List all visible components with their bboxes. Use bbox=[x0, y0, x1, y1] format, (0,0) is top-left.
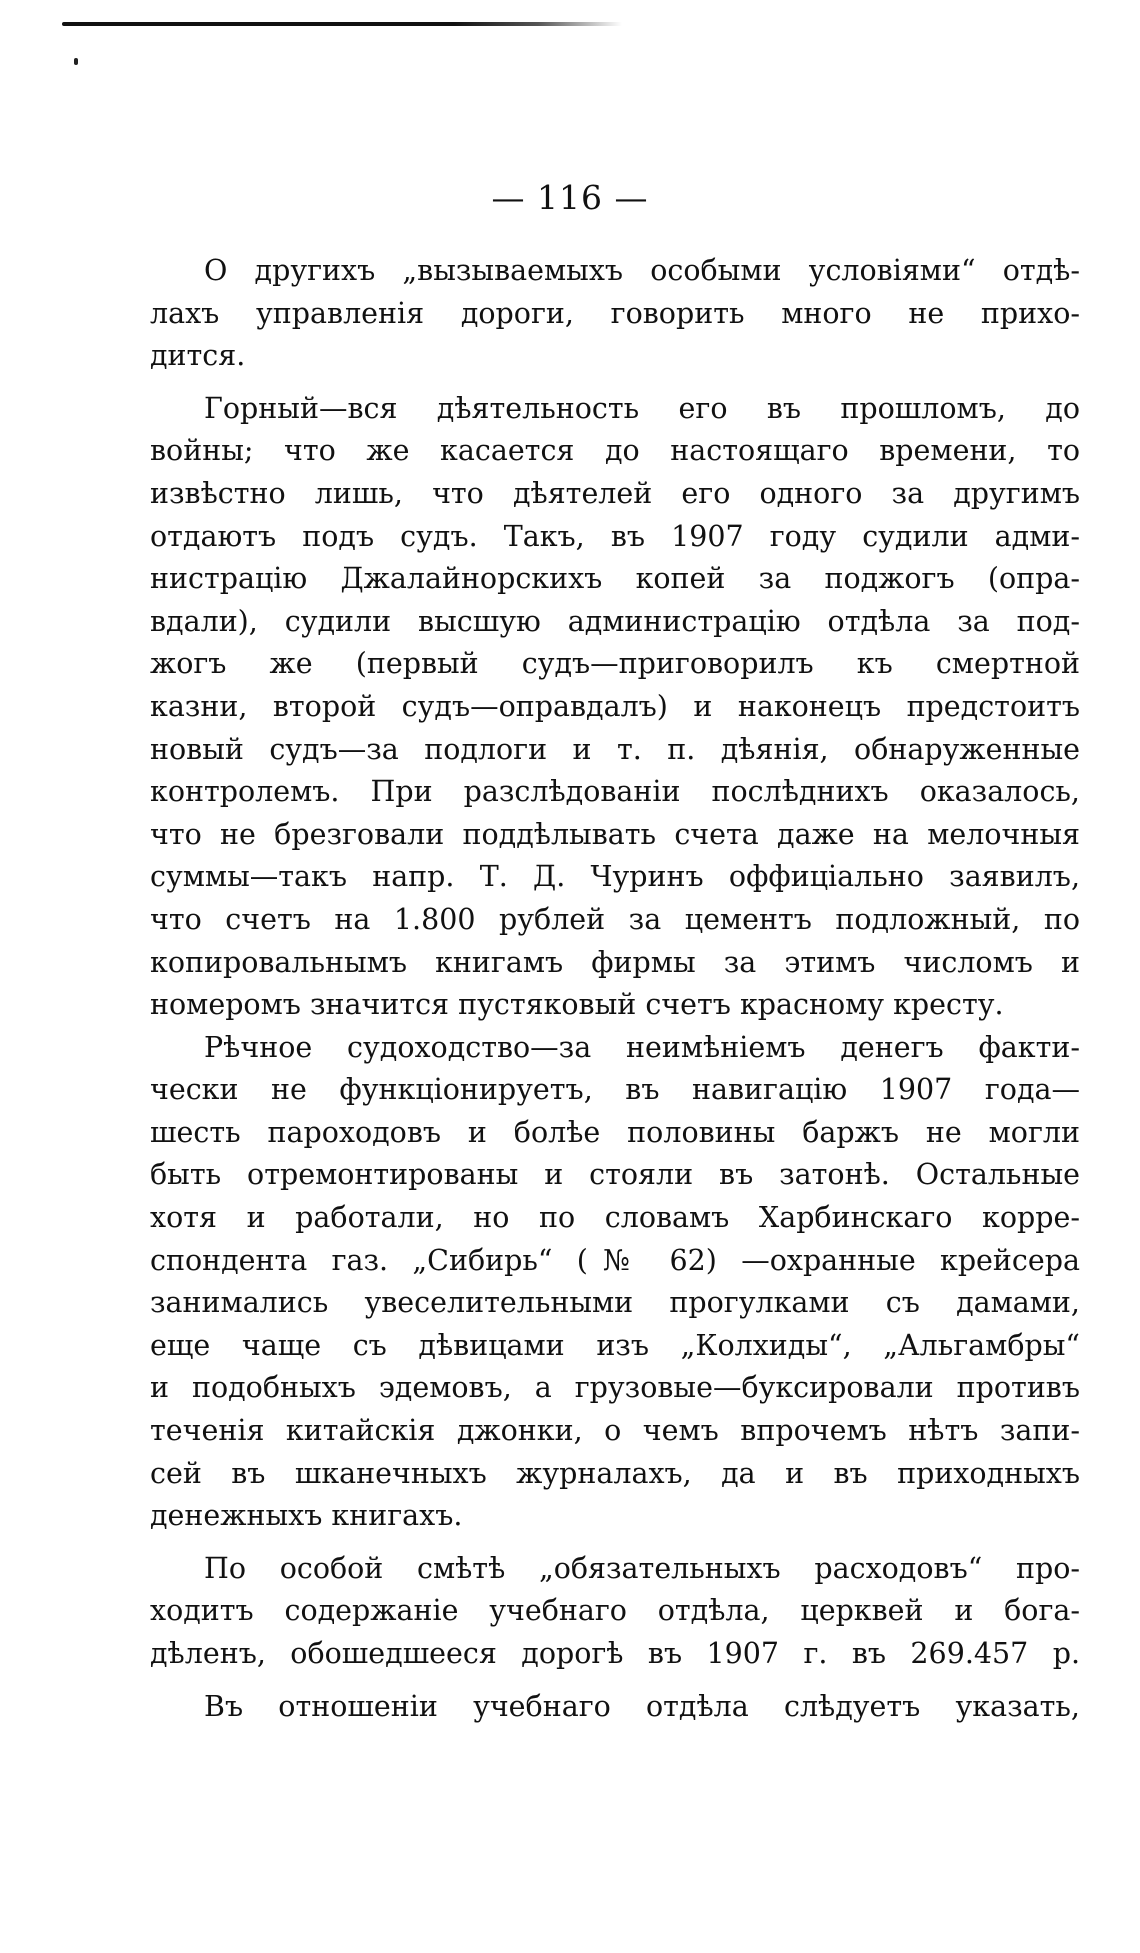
text-line: хотя и работали, но по словамъ Харбинскаго корре- bbox=[150, 1201, 1080, 1235]
text-line: денежныхъ книгахъ. bbox=[150, 1499, 463, 1533]
text-line: суммы—такъ напр. Т. Д. Чуринъ оффиціально заявилъ, bbox=[150, 860, 1080, 894]
paragraph-river-shipping bbox=[150, 1027, 1080, 1538]
text-line: ходитъ содержаніе учебнаго отдѣла, церквей и бога- bbox=[150, 1594, 1080, 1628]
text-line: что счетъ на 1.800 рублей за цементъ подложный, по bbox=[150, 902, 1080, 936]
paragraph-mining bbox=[150, 388, 1080, 1027]
text-line: шесть пароходовъ и болѣе половины баржъ не могли bbox=[150, 1115, 1080, 1149]
text-line: спондента газ. „Сибирь“ (№ 62) —охранные крейсера bbox=[150, 1243, 1080, 1277]
text-line: войны; что же касается до настоящаго времени, то bbox=[150, 434, 1080, 468]
print-speck bbox=[74, 58, 78, 65]
text-line: что не брезговали поддѣлывать счета даже на мелочныя bbox=[150, 817, 1080, 851]
text-line: и подобныхъ эдемовъ, а грузовые—буксировали противъ bbox=[150, 1371, 1080, 1405]
text-line: новый судъ—за подлоги и т. п. дѣянія, обнаруженные bbox=[150, 732, 1080, 766]
text-line: отдаютъ подъ судъ. Такъ, въ 1907 году судили адми- bbox=[150, 519, 1080, 553]
text-line: нистрацію Джалайнорскихъ копей за поджогъ (опра- bbox=[150, 562, 1080, 596]
text-line: копировальнымъ книгамъ фирмы за этимъ числомъ и bbox=[150, 945, 1080, 979]
text-line: занимались увеселительными прогулками съ дамами, bbox=[150, 1286, 1080, 1320]
text-line: номеромъ значится пустяковый счетъ красному кресту. bbox=[150, 988, 1004, 1022]
text-line: дится. bbox=[150, 339, 246, 373]
text-line: По особой смѣтѣ „обязательныхъ расходовъ“ про- bbox=[204, 1551, 1080, 1585]
text-line: лахъ управленія дороги, говорить много не прихо- bbox=[150, 296, 1080, 330]
text-line: дѣленъ, обошедшееся дорогѣ въ 1907 г. въ 269.457 р. bbox=[150, 1637, 1080, 1670]
paragraph-other-departments bbox=[150, 250, 1080, 378]
text-line: Въ отношеніи учебнаго отдѣла слѣдуетъ указать, bbox=[204, 1689, 1080, 1723]
text-line: теченія китайскія джонки, о чемъ впрочемъ нѣтъ запи- bbox=[150, 1414, 1080, 1448]
paragraph-mandatory-expenses bbox=[150, 1548, 1080, 1676]
text-line: контролемъ. При разслѣдованіи послѣднихъ оказалось, bbox=[150, 775, 1080, 809]
text-line: казни, второй судъ—оправдалъ) и наконецъ предстоитъ bbox=[150, 689, 1080, 723]
top-border-rule bbox=[62, 22, 622, 26]
text-line: Горный—вся дѣятельность его въ прошломъ, до bbox=[204, 391, 1080, 425]
text-line: Рѣчное судоходство—за неимѣніемъ денегъ факти- bbox=[204, 1030, 1080, 1064]
page-number: — 116 — bbox=[491, 178, 649, 217]
text-line: быть отремонтированы и стояли въ затонѣ. Остальные bbox=[150, 1158, 1080, 1192]
text-line: вдали), судили высшую администрацію отдѣла за под- bbox=[150, 604, 1080, 638]
text-line: еще чаще съ дѣвицами изъ „Колхиды“, „Альгамбры“ bbox=[150, 1328, 1080, 1362]
text-line: извѣстно лишь, что дѣятелей его одного за другимъ bbox=[150, 476, 1080, 510]
body-text bbox=[150, 250, 1080, 1728]
text-line: сей въ шканечныхъ журналахъ, да и въ приходныхъ bbox=[150, 1456, 1080, 1490]
text-line: О другихъ „вызываемыхъ особыми условіями“ отдѣ- bbox=[204, 254, 1080, 287]
paragraph-education-department bbox=[150, 1686, 1080, 1729]
text-line: чески не функціонируетъ, въ навигацію 1907 года— bbox=[150, 1073, 1080, 1107]
text-line: жогъ же (первый судъ—приговорилъ къ смертной bbox=[150, 647, 1080, 681]
